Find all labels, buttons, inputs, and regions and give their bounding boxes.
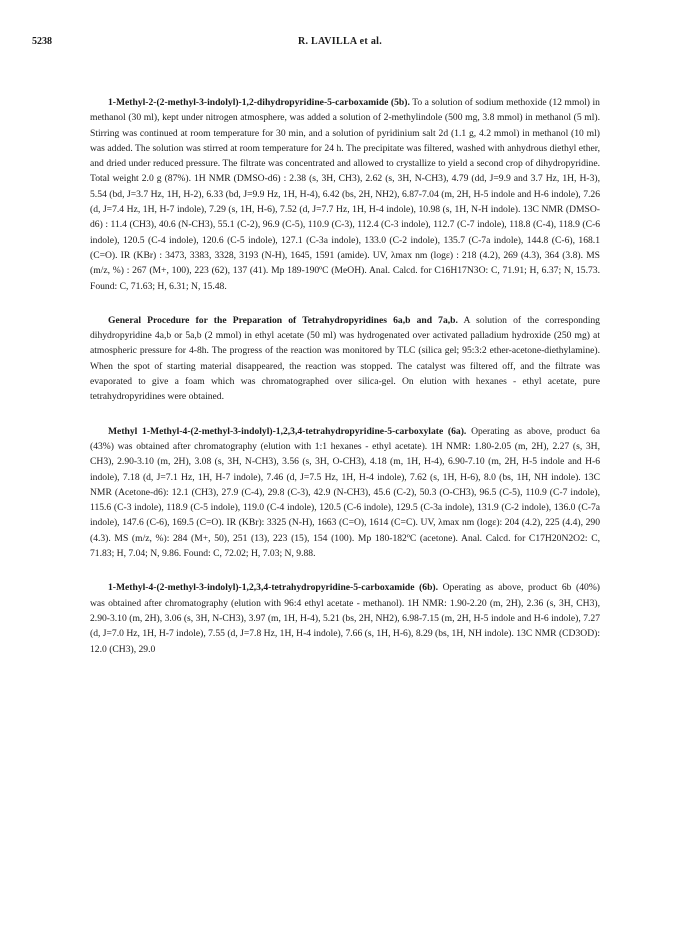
paragraph-title: General Procedure for the Preparation of Tetrahydropyridines 6a,b and 7a,b. — [108, 314, 458, 326]
paragraph-compound-5b — [90, 95, 600, 294]
paragraph-text: Operating as above, product 6b (40%) was obtained after chromatography (elution with 96:4 ethyl acetate - methanol). 1H NMR: 1.90-2.20 (m, 2H), 2.36 (s, 3H, CH3), 2.90-3.10 (m, 2H), 3.06 (s, 3H, N-CH3), 3.97 (m, 1H, H-4), 5.21 (bs, 2H, NH2), 6.98-7.15 (m, 2H, H-5 indole and H-6 indole), 7.27 (d, J=7.0 Hz, 1H, H-7 indole), 7.55 (d, J=7.8 Hz, 1H, H-4 indole), 7.66 (s, 1H, H-6), 8.29 (bs, 1H, NH indole). 13C NMR (CD3OD): 12.0 (CH3), 29.0 — [90, 582, 601, 655]
page-header — [32, 36, 648, 50]
article-body — [90, 95, 600, 657]
running-header-author: R. LAVILLA et al. — [297, 36, 383, 47]
paragraph-general-procedure — [90, 313, 600, 405]
paragraph-title: 1-Methyl-2-(2-methyl-3-indolyl)-1,2-dihydropyridine-5-carboxamide (5b). — [108, 97, 410, 108]
page-number: 5238 — [32, 36, 52, 47]
paragraph-title: Methyl 1-Methyl-4-(2-methyl-3-indolyl)-1,2,3,4-tetrahydropyridine-5-carboxylate (6a). — [108, 425, 467, 437]
paragraph-text: A solution of the corresponding dihydropyridine 4a,b or 5a,b (2 mmol) in ethyl acetate (50 ml) was hydrogenated over activated palladium hydroxide (250 mg) at atmospheric pressure for 4-8h. The progress of the reaction was monitored by TLC (silica gel; 95:3:2 ether-acetone-diethylamine). When the spot of starting material disappeared, the reaction was stopped. The catalyst was filtered off, and the filtrate was evaporated to give a foam which was chromatographed over silica-gel. On elution with hexanes - ethyl acetate, pure tetrahydropyridines were obtained. — [90, 314, 600, 403]
paragraph-text: Operating as above, product 6a (43%) was obtained after chromatography (elution with 1:1 hexanes - ethyl acetate). 1H NMR: 1.80-2.05 (m, 2H), 2.27 (s, 3H, CH3), 2.90-3.10 (m, 2H), 3.08 (s, 3H, N-CH3), 3.56 (s, 3H, O-CH3), 4.18 (m, 1H, H-4), 6.90-7.10 (m, 2H, H-5 indole and H-6 indole), 7.18 (d, J=7.1 Hz, 1H, H-7 indole), 7.46 (d, J=7.5 Hz, 1H, H-4 indole), 7.62 (s, 1H, H-6), 8.0 (bs, 1H, NH indole). 13C NMR (Acetone-d6): 12.1 (CH3), 27.9 (C-4), 29.8 (C-3), 42.9 (N-CH3), 45.6 (C-2), 50.3 (O-CH3), 96.5 (C-5), 110.9 (C-7 indole), 115.6 (C-3 indole), 118.9 (C-5 indole), 119.0 (C-4 indole), 120.5 (C-6 indole), 129.5 (C-3a indole), 131.9 (C-2 indole), 136.0 (C-7a indole), 147.6 (C-6), 169.5 (C=O). IR (KBr): 3325 (N-H), 1663 (C=O), 1614 (C=C). UV, λmax nm (logε): 204 (4.2), 225 (4.4), 290 (4.3). MS (m/z, %): 284 (M+, 50), 251 (13), 223 (15), 154 (100). Mp 180-182ºC (acetone). Anal. Calcd. for C17H20N2O2: C, 71.83; H, 7.04; N, 9.86. Found: C, 72.02; H, 7.03; N, 9.88. — [90, 425, 600, 560]
paragraph-text: To a solution of sodium methoxide (12 mmol) in methanol (30 ml), kept under nitrogen atmosphere, was added a solution of 2-methylindole (500 mg, 3.8 mmol) in methanol (5 ml). Stirring was continued at room temperature for 30 min, and a solution of pyridinium salt 2d (1.1 g, 4.2 mmol) in methanol (10 ml) was added. The solution was stirred at room temperature for 24 h. The precipitate was filtered, washed with anhydrous diethyl ether, and dried under reduced pressure. The filtrate was concentrated and allowed to crystallize to yield a second crop of dihydropyridine. Total weight 2.0 g (87%). 1H NMR (DMSO-d6) : 2.38 (s, 3H, CH3), 2.62 (s, 3H, N-CH3), 4.79 (dd, J=9.9 and 3.7 Hz, 1H, H-3), 5.54 (bd, J=3.7 Hz, 1H, H-2), 6.33 (bd, J=9.9 Hz, 1H, H-4), 6.42 (bs, 2H, NH2), 6.87-7.04 (m, 2H, H-5 indole and H-6 indole), 7.26 (d, J=7.4 Hz, 1H, H-7 indole), 7.29 (s, 1H, H-6), 7.52 (d, J=7.7 Hz, 1H, H-4 indole), 10.98 (s, 1H, N-H indole). 13C NMR (DMSO-d6) : 11.4 (CH3), 40.6 (N-CH3), 55.1 (C-2), 96.9 (C-5), 110.9 (C-3), 112.4 (C-3 indole), 112.7 (C-7 indole), 118.8 (C-4), 118.9 (C-6 indole), 120.5 (C-4 indole), 120.6 (C-5 indole), 127.1 (C-3a indole), 133.0 (C-2 indole), 135.7 (C-7a indole), 144.8 (C-6), 168.1 (C=O). IR (KBr) : 3473, 3383, 3328, 3193 (N-H), 1645, 1591 (amide). UV, λmax nm (logε) : 218 (4.2), 269 (4.3), 364 (3.8). MS (m/z, %) : 267 (M+, 100), 223 (62), 137 (41). Mp 189-190ºC (MeOH). Anal. Calcd. for C16H17N3O: C, 71.91; H, 6.37; N, 15.73. Found: C, 71.63; H, 6.31; N, 15.48. — [90, 97, 600, 292]
paragraph-compound-6b — [90, 580, 600, 656]
paragraph-title: 1-Methyl-4-(2-methyl-3-indolyl)-1,2,3,4-tetrahydropyridine-5-carboxamide (6b). — [108, 582, 439, 594]
paragraph-compound-6a — [90, 424, 600, 562]
